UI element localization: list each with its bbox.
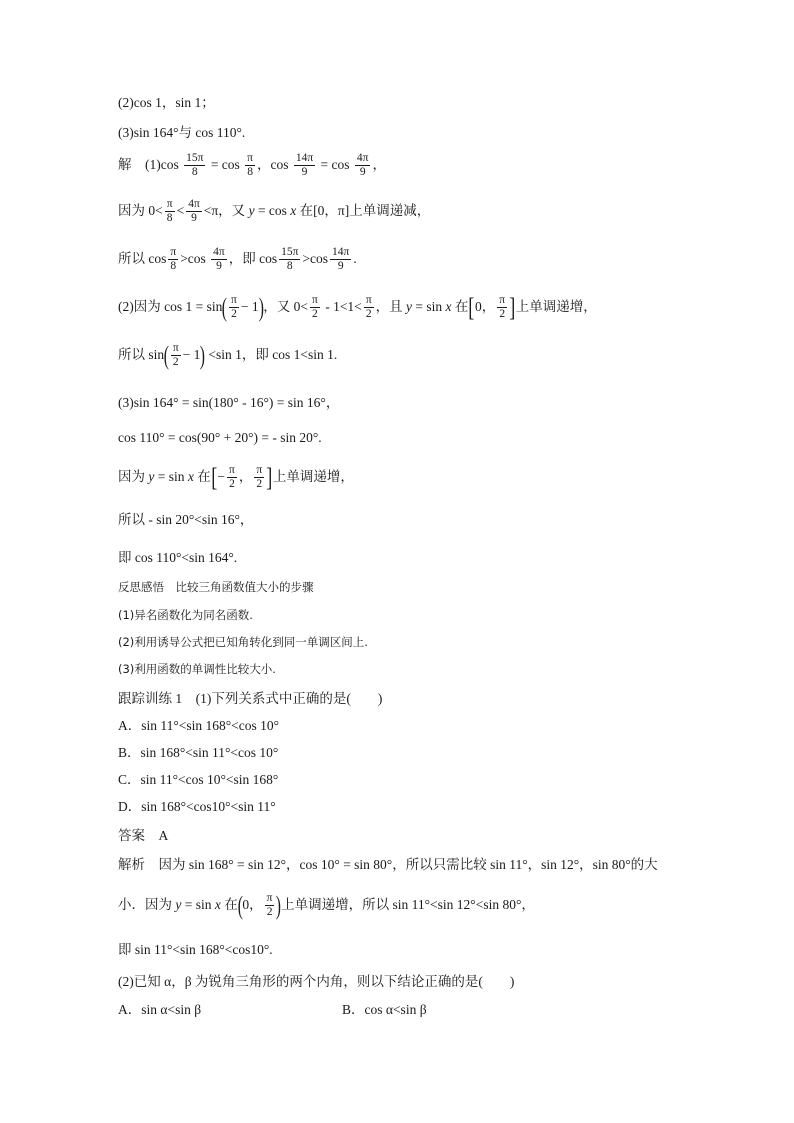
reflection-step-1: (1)异名函数化为同名函数. xyxy=(118,608,253,622)
solution-so-2: 所以 sin( $\frac{\pi}{2}$ − 1) <sin 1，即 cos 1<sin 1. xyxy=(118,340,338,370)
solution-part-1: 解 (1)cos $\frac{15\pi}{8}$ = cos $\frac{\pi}{8}$ ，cos $\frac{14\pi}{9}$ = cos $\frac{4\pi}{9}$ ， xyxy=(118,152,386,179)
option-d: D．sin 168°<cos10°<sin 11° xyxy=(118,799,276,814)
reflection-step-3: (3)利用函数的单调性比较大小. xyxy=(118,662,276,676)
solution-part-3-line5: 即 cos 110°<sin 164°. xyxy=(118,550,238,565)
solution-part-3-line1: (3)sin 164° = sin(180° - 16°) = sin 16°， xyxy=(118,395,340,410)
analysis-line-3: 即 sin 11°<sin 168°<cos10°. xyxy=(118,942,273,957)
answer: 答案 A xyxy=(118,828,169,843)
solution-part-3-line3: 因为 y = sin x 在[− $\frac{\pi}{2}$ ， $\frac{\pi}{2}$ ]上单调递增， xyxy=(118,462,354,492)
solution-part-2: (2)因为 cos 1 = sin( $\frac{\pi}{2}$ − 1)，又 0< $\frac{\pi}{2}$ - 1<1< $\frac{\pi}{2}$ ，且 y = sin x 在[0， $\frac{\pi}{2}$ ]上单调递增， xyxy=(118,292,597,322)
reflection-title: 反思感悟 比较三角函数值大小的步骤 xyxy=(118,580,314,594)
option-b: B．sin 168°<sin 11°<cos 10° xyxy=(118,745,279,760)
question-part-3: (3)sin 164°与 cos 110°. xyxy=(118,125,246,140)
analysis-line-2: 小．因为 y = sin x 在(0， $\frac{\pi}{2}$ )上单调递增，所以 sin 11°<sin 12°<sin 80°， xyxy=(118,890,535,920)
solution-because-1: 因为 0< $\frac{\pi}{8}$ < $\frac{4\pi}{9}$ <π，又 y = cos x 在[0，π]上单调递减， xyxy=(118,198,431,225)
solution-part-3-line4: 所以 - sin 20°<sin 16°， xyxy=(118,512,254,527)
question-part-2: (2)cos 1，sin 1； xyxy=(118,95,215,110)
option-c: C．sin 11°<cos 10°<sin 168° xyxy=(118,772,279,787)
q2-option-b: B．cos α<sin β xyxy=(342,1002,427,1017)
reflection-step-2: (2)利用诱导公式把已知角转化到同一单调区间上. xyxy=(118,635,368,649)
tracking-question-2: (2)已知 α，β 为锐角三角形的两个内角，则以下结论正确的是( ) xyxy=(118,974,515,989)
solution-part-3-line2: cos 110° = cos(90° + 20°) = - sin 20°. xyxy=(118,430,322,445)
solution-so-1: 所以 cos $\frac{\pi}{8}$ >cos $\frac{4\pi}{9}$ ，即 cos $\frac{15\pi}{8}$ >cos $\frac{14\pi}{9}$ . xyxy=(118,246,357,273)
q2-option-a: A．sin α<sin β xyxy=(118,1002,202,1017)
option-a: A．sin 11°<sin 168°<cos 10° xyxy=(118,718,280,733)
tracking-question-1: 跟踪训练 1 (1)下列关系式中正确的是( ) xyxy=(118,691,383,706)
analysis-line-1: 解析 因为 sin 168° = sin 12°，cos 10° = sin 80°，所以只需比较 sin 11°，sin 12°，sin 80°的大 xyxy=(118,857,658,872)
fraction: $\frac{15\pi}{8}$ xyxy=(186,152,204,179)
